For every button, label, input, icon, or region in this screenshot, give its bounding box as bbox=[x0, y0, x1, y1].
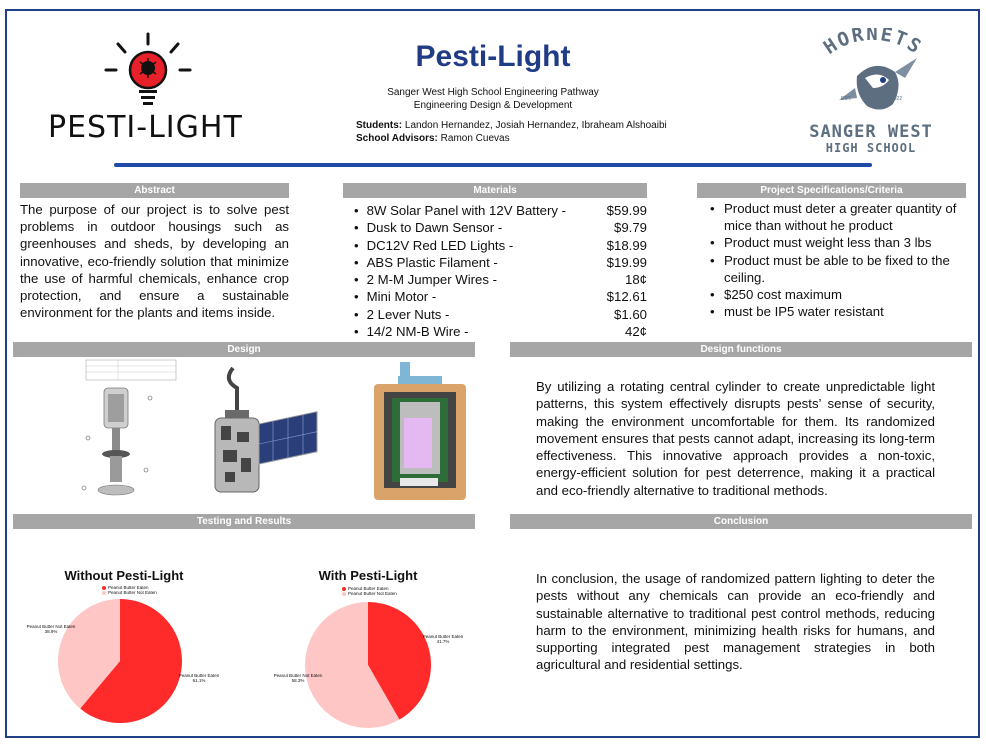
chart-title: With Pesti-Light bbox=[318, 568, 418, 583]
abstract-text: The purpose of our project is to solve pest problems in outdoor housings such as greenhouses and sheds, by developing an innovative, eco-friendly solution that minimize the use of harmful chemicals, enhance crop protection, and ensure a sustainable environment for the plants and items inside. bbox=[20, 202, 289, 321]
pie-chart-with bbox=[268, 556, 468, 726]
list-item: • must be IP5 water resistant bbox=[706, 303, 968, 320]
material-price: $1.60 bbox=[613, 306, 647, 322]
data-label: Peanut Butter Eaten 61.1% bbox=[178, 673, 220, 683]
list-item: • $250 cost maximum bbox=[706, 286, 968, 303]
legend-label: Peanut Butter Not Eaten bbox=[108, 590, 157, 595]
legend-label: Peanut Butter Eaten bbox=[348, 586, 389, 591]
material-price: $19.99 bbox=[606, 254, 647, 270]
legend-swatch bbox=[342, 587, 346, 591]
legend-item bbox=[102, 590, 157, 595]
material-price: $9.79 bbox=[613, 220, 647, 236]
cross-section-image bbox=[370, 362, 470, 502]
page-title: Pesti-Light bbox=[415, 40, 571, 73]
materials-list bbox=[344, 202, 647, 340]
chart-title: Without Pesti-Light bbox=[64, 568, 184, 583]
list-item: • Product must weight less than 3 lbs bbox=[706, 234, 968, 251]
cad-drawing-image bbox=[68, 358, 178, 503]
material-price: 42¢ bbox=[624, 324, 647, 340]
product-render-image bbox=[203, 358, 323, 503]
specs-list bbox=[706, 200, 968, 320]
list-item bbox=[344, 288, 647, 305]
material-name: • 14/2 NM-B Wire - bbox=[344, 323, 468, 340]
material-price: $59.99 bbox=[606, 203, 647, 218]
list-item bbox=[344, 306, 647, 323]
material-price: $18.99 bbox=[606, 237, 647, 253]
conclusion-heading: Conclusion bbox=[510, 514, 972, 529]
material-name: • Dusk to Dawn Sensor - bbox=[344, 219, 502, 236]
students-label: Students: bbox=[356, 120, 403, 131]
material-name: • ABS Plastic Filament - bbox=[344, 254, 498, 271]
design-functions-text: By utilizing a rotating central cylinder to create unpredictable light patterns, this system effectively disrupts pests’ sense of security, making the environment uncomfortable for them. Its randomized movement ensures that pests cannot adapt, increasing its long-term effectiveness. This innovative approach provides a non-toxic, energy-efficient solution for pest deterrence, making it a practical and eco-friendly alternative to traditional methods. bbox=[536, 379, 935, 498]
header-divider bbox=[114, 163, 872, 167]
advisors-label: School Advisors: bbox=[356, 133, 438, 144]
students-names: Landon Hernandez, Josiah Hernandez, Ibraheam Alshoaibi bbox=[404, 120, 667, 131]
materials-heading: Materials bbox=[343, 183, 647, 198]
pie-chart-without bbox=[20, 556, 220, 726]
material-name: • 8W Solar Panel with 12V Battery - bbox=[344, 202, 566, 219]
advisors-line bbox=[356, 133, 510, 144]
course-line: Engineering Design & Development bbox=[413, 100, 573, 111]
chart-legend bbox=[342, 586, 397, 596]
list-item bbox=[344, 202, 647, 219]
logo-wordmark: PESTI-LIGHT bbox=[48, 110, 243, 145]
est-label: EST. bbox=[841, 96, 852, 102]
material-name: • Mini Motor - bbox=[344, 288, 436, 305]
legend-label: Peanut Butter Not Eaten bbox=[348, 591, 397, 596]
sanger-west-hornets-logo bbox=[795, 28, 947, 158]
data-label: Peanut Butter Eaten 41.7% bbox=[422, 634, 464, 644]
design-images bbox=[68, 358, 478, 508]
data-label: Peanut Butter Not Eaten 58.3% bbox=[273, 673, 323, 683]
material-name: • 2 Lever Nuts - bbox=[344, 306, 449, 323]
school-line: Sanger West High School Engineering Pathway bbox=[387, 87, 599, 98]
material-price: 18¢ bbox=[624, 272, 647, 288]
list-item bbox=[344, 219, 647, 236]
legend-swatch bbox=[102, 586, 106, 590]
design-heading: Design bbox=[13, 342, 475, 357]
svg-text:HORNETS bbox=[820, 28, 927, 59]
school-name-line2: HIGH SCHOOL bbox=[825, 141, 917, 155]
hornets-arc-text: HORNETS bbox=[819, 28, 927, 59]
material-price: $12.61 bbox=[606, 289, 647, 305]
students-line bbox=[356, 120, 667, 131]
data-label: Peanut Butter Not Eaten 38.9% bbox=[26, 624, 76, 634]
abstract-heading: Abstract bbox=[20, 183, 289, 198]
list-item: • Product must deter a greater quantity of mice than without he product bbox=[706, 200, 968, 234]
lightbulb-bug-icon bbox=[48, 30, 260, 112]
material-name: • 2 M-M Jumper Wires - bbox=[344, 271, 497, 288]
list-item: • Product must be able to be fixed to the ceiling. bbox=[706, 252, 968, 286]
specs-heading: Project Specifications/Criteria bbox=[697, 183, 966, 198]
material-name: • DC12V Red LED Lights - bbox=[344, 237, 513, 254]
pesti-light-logo bbox=[48, 30, 260, 145]
list-item bbox=[344, 323, 647, 340]
testing-heading: Testing and Results bbox=[13, 514, 475, 529]
est-year: 2022 bbox=[891, 96, 903, 102]
school-name-line1: SANGER WEST bbox=[809, 122, 933, 142]
advisors-names: Ramon Cuevas bbox=[440, 133, 510, 144]
design-functions-heading: Design functions bbox=[510, 342, 972, 357]
legend-swatch bbox=[342, 592, 346, 596]
legend-swatch bbox=[102, 591, 106, 595]
legend-label: Peanut Butter Eaten bbox=[108, 585, 149, 590]
pie-chart-svg bbox=[268, 596, 468, 731]
list-item bbox=[344, 271, 647, 288]
chart-legend bbox=[102, 585, 157, 595]
list-item bbox=[344, 254, 647, 271]
pie-chart-svg bbox=[20, 596, 220, 726]
list-item bbox=[344, 237, 647, 254]
conclusion-text: In conclusion, the usage of randomized pattern lighting to deter the pests without any chemicals can provide an eco-friendly and sustainable alternative to traditional pest control methods, reducing harm to the environment, minimizing health risks for humans, and supporting integrated pest management strategies in both agricultural and residential settings. bbox=[536, 571, 935, 673]
